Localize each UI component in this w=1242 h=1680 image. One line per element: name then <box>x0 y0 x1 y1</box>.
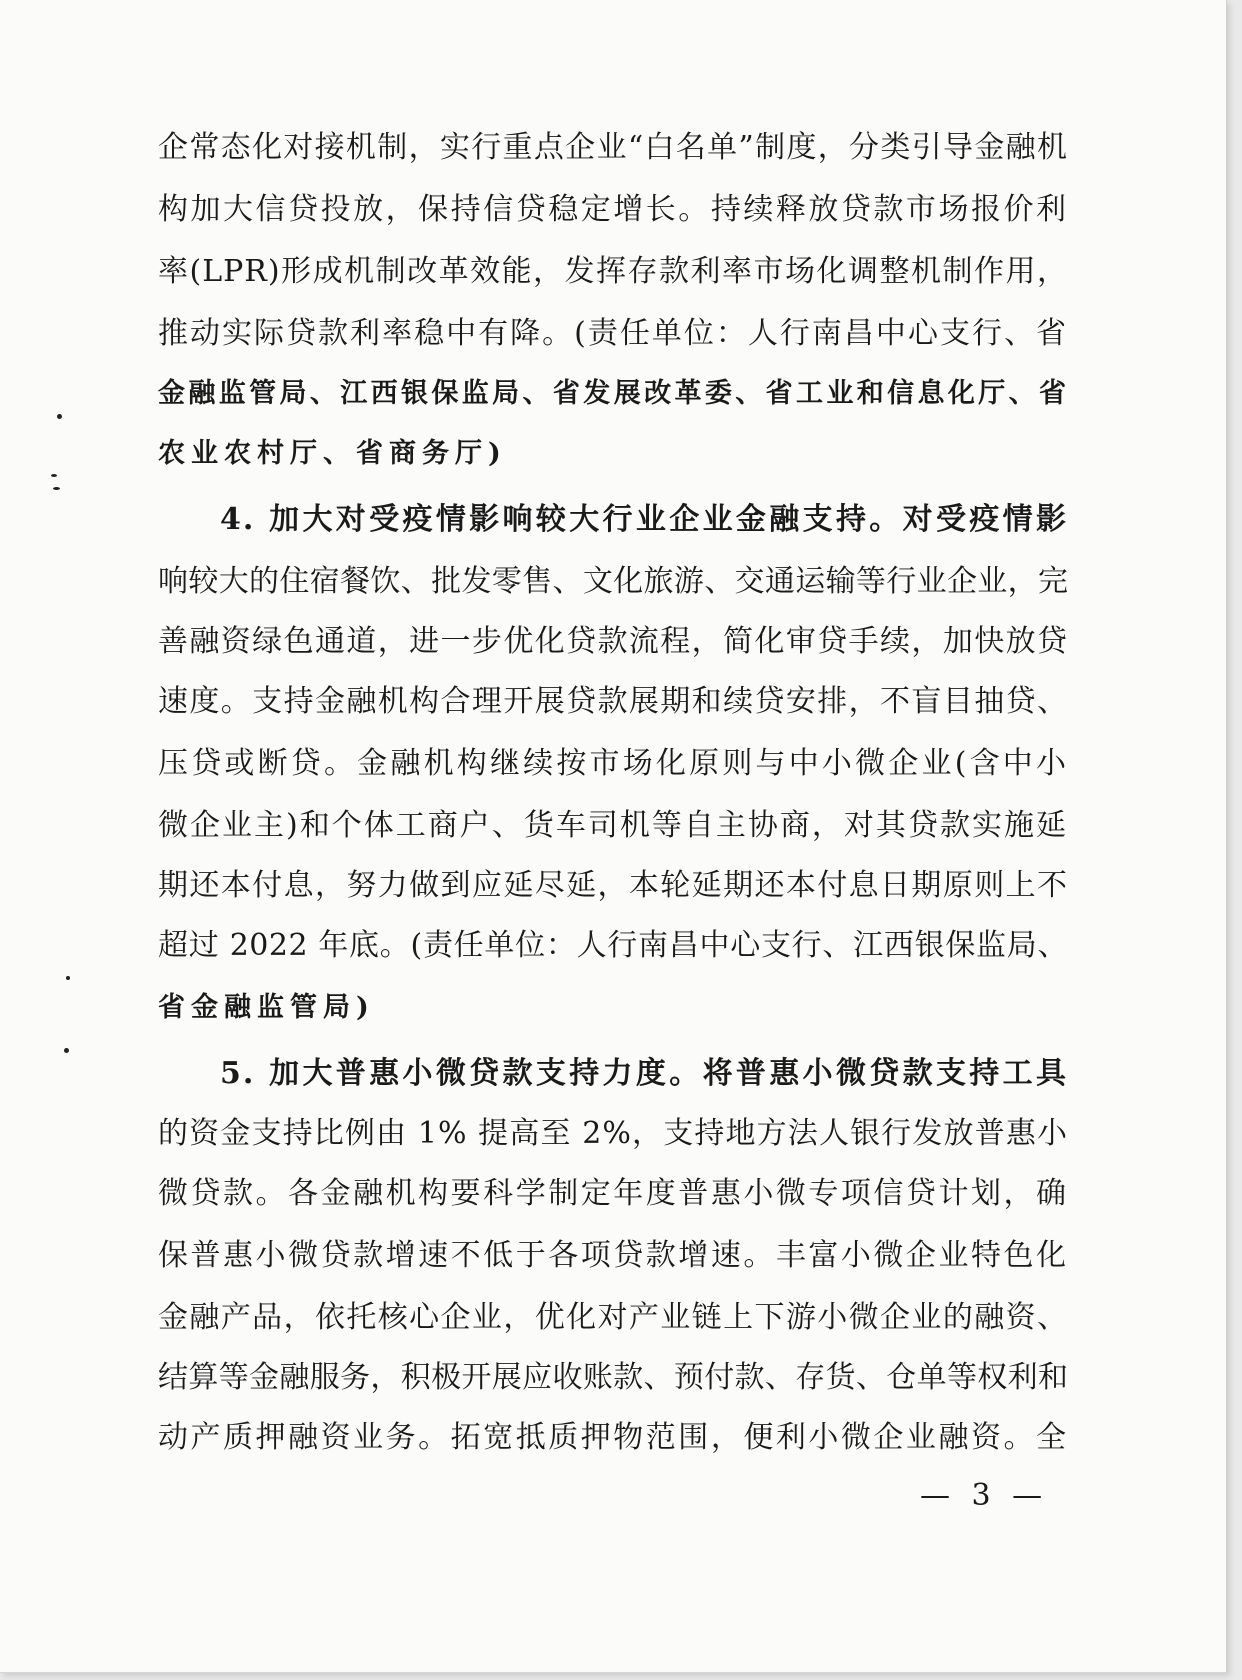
paragraph-line: 动产质押融资业务。拓宽抵质押物范围，便利小微企业融资。全 <box>158 1420 1068 1455</box>
paragraph-line: 金融产品，依托核心企业，优化对产业链上下游小微企业的融资、 <box>158 1300 1068 1335</box>
paragraph-line: 响较大的住宿餐饮、批发零售、文化旅游、交通运输等行业企业，完 <box>158 564 1068 599</box>
responsible-units-line: 农业农村厅、省商务厅) <box>158 438 507 469</box>
paragraph-line: 微企业主)和个体工商户、货车司机等自主协商，对其贷款实施延 <box>158 808 1068 843</box>
paragraph-line: 微贷款。各金融机构要科学制定年度普惠小微专项信贷计划，确 <box>158 1176 1068 1211</box>
scan-speck <box>66 976 70 980</box>
responsible-units-line: 省金融监管局) <box>158 992 375 1023</box>
scan-speck <box>57 414 62 419</box>
paragraph-line: 的资金支持比例由 1% 提高至 2%，支持地方法人银行发放普惠小 <box>158 1116 1068 1151</box>
paragraph-line: 企常态化对接机制，实行重点企业“白名单”制度，分类引导金融机 <box>158 130 1068 165</box>
paragraph-line: 结算等金融服务，积极开展应收账款、预付款、存货、仓单等权利和 <box>158 1360 1068 1395</box>
paragraph-line: 压贷或断贷。金融机构继续按市场化原则与中小微企业(含中小 <box>158 746 1068 781</box>
paragraph-line: 超过 2022 年底。(责任单位：人行南昌中心支行、江西银保监局、 <box>158 928 1068 963</box>
paragraph-line: 善融资绿色通道，进一步优化贷款流程，简化审贷手续，加快放贷 <box>158 624 1068 659</box>
section-heading-line: 4. 加大对受疫情影响较大行业企业金融支持。对受疫情影 <box>220 502 1068 537</box>
page-number: — 3 — <box>920 1478 1049 1513</box>
paragraph-line: 速度。支持金融机构合理开展贷款展期和续贷安排，不盲目抽贷、 <box>158 684 1068 719</box>
paragraph-line: 构加大信贷投放，保持信贷稳定增长。持续释放贷款市场报价利 <box>158 192 1068 227</box>
scan-speck <box>51 474 57 477</box>
responsible-units-line: 金融监管局、江西银保监局、省发展改革委、省工业和信息化厅、省 <box>158 378 1068 409</box>
paragraph-line: 推动实际贷款利率稳中有降。(责任单位：人行南昌中心支行、省 <box>158 316 1068 351</box>
paragraph-line: 保普惠小微贷款增速不低于各项贷款增速。丰富小微企业特色化 <box>158 1238 1068 1273</box>
scan-speck <box>53 487 60 490</box>
paragraph-line: 率(LPR)形成机制改革效能，发挥存款利率市场化调整机制作用， <box>158 254 1068 289</box>
paragraph-line: 期还本付息，努力做到应延尽延，本轮延期还本付息日期原则上不 <box>158 868 1068 903</box>
scan-speck <box>64 1048 69 1053</box>
section-heading-line: 5. 加大普惠小微贷款支持力度。将普惠小微贷款支持工具 <box>220 1056 1068 1091</box>
